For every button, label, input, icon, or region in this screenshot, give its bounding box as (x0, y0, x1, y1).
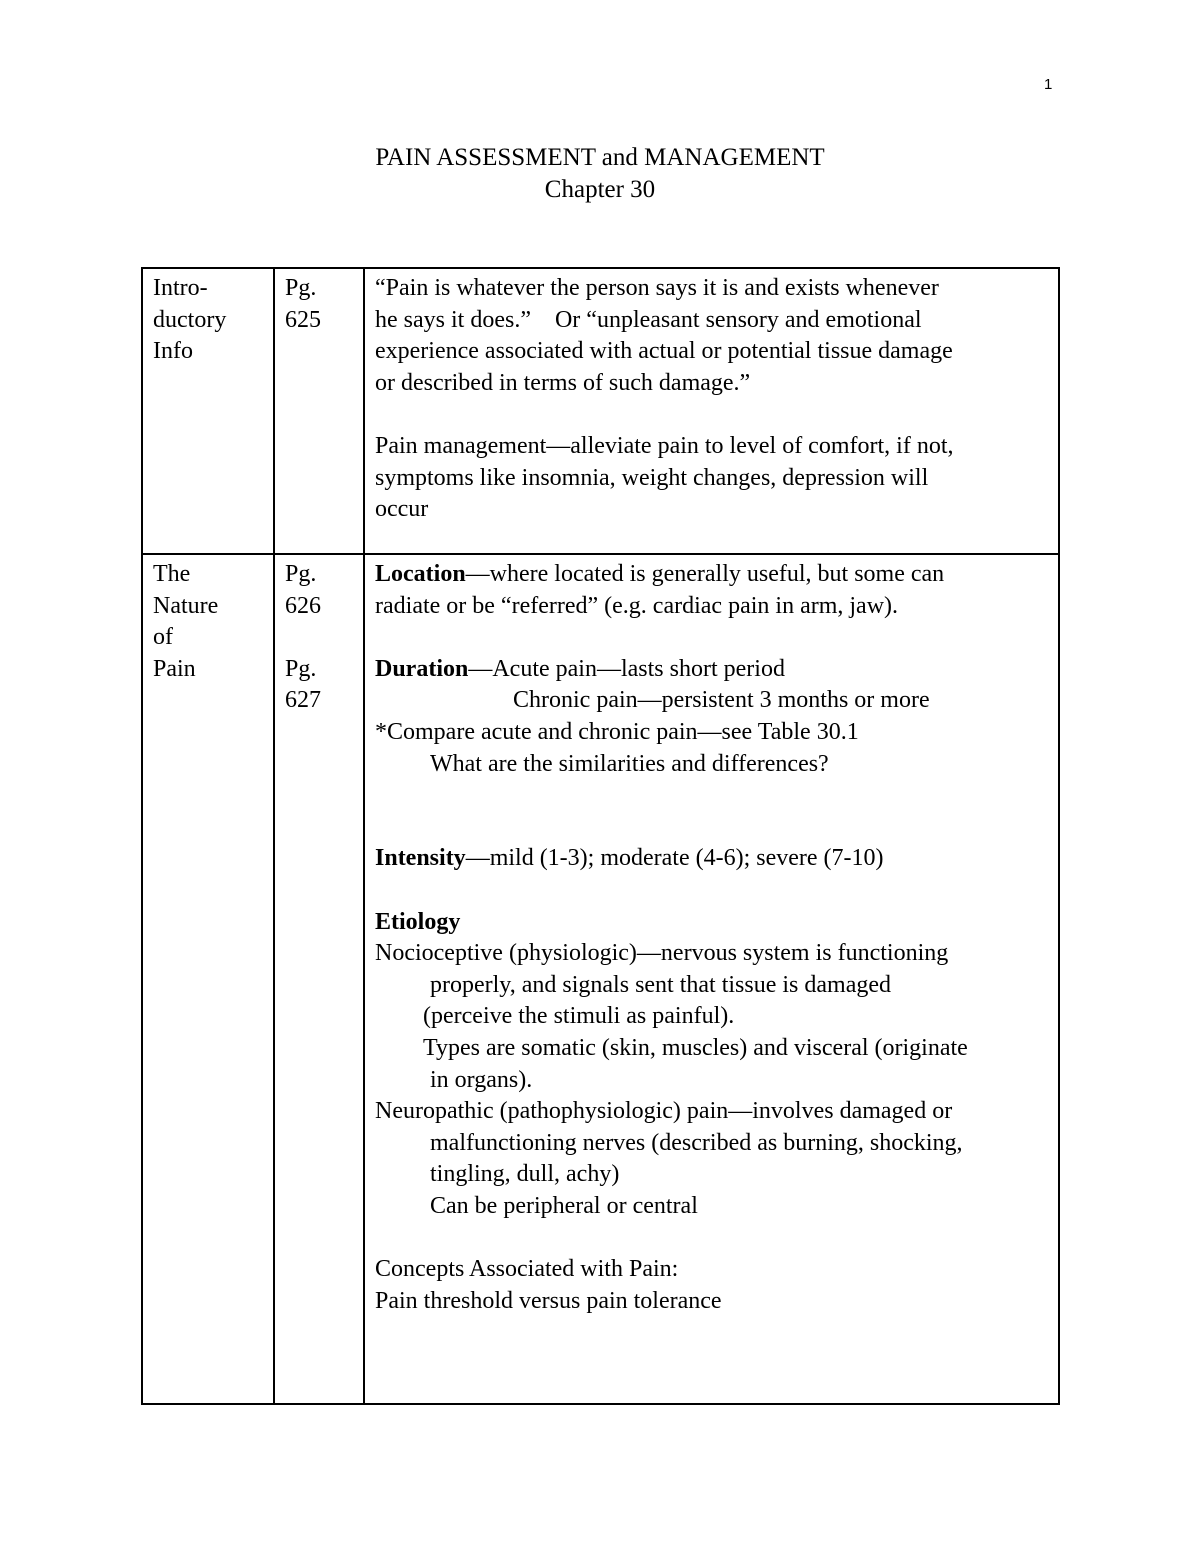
etiology-heading: Etiology (375, 908, 461, 935)
location-text: —where located is generally useful, but some can (465, 561, 945, 587)
duration-heading: Duration (375, 655, 469, 682)
page-ref-line: Pg. (285, 275, 317, 301)
etiology-section (375, 907, 1050, 1223)
definition-quote (375, 273, 1050, 399)
page-number: 1 (1044, 76, 1053, 93)
notes-table (141, 267, 1060, 1405)
location-text: radiate or be “referred” (e.g. cardiac pain in arm, jaw). (375, 592, 899, 619)
management-line: occur (375, 496, 429, 523)
concepts-line: Pain threshold versus pain tolerance (375, 1287, 722, 1314)
page-ref-line: 625 (285, 306, 321, 333)
table-row (142, 554, 1059, 1404)
quote-line: “Pain is whatever the person says it is and exists whenever (375, 275, 939, 301)
location-section (375, 559, 1050, 622)
topic-cell (142, 268, 274, 554)
etiology-line: properly, and signals sent that tissue is damaged (430, 971, 892, 998)
topic-line: Intro- (153, 275, 208, 301)
quote-line: experience associated with actual or potential tissue damage (375, 338, 953, 365)
duration-text: *Compare acute and chronic pain—see Table 30.1 (375, 718, 859, 745)
chapter-line: Chapter 30 (544, 176, 656, 203)
etiology-line: Can be peripheral or central (430, 1192, 698, 1219)
topic-line: of (153, 624, 173, 651)
duration-text: —Acute pain—lasts short period (468, 655, 785, 682)
etiology-line: in organs). (430, 1066, 533, 1093)
page-ref-cell (274, 554, 364, 1404)
intensity-text: —mild (1-3); moderate (4-6); severe (7-10) (465, 845, 884, 872)
page-ref-cell (274, 268, 364, 554)
location-heading: Location (375, 561, 466, 587)
page-ref-line: 627 (285, 687, 321, 714)
management-paragraph (375, 431, 1050, 526)
duration-text: Chronic pain—persistent 3 months or more (513, 687, 930, 714)
topic-line: Info (153, 338, 193, 365)
document-title (0, 142, 1200, 206)
page-ref-line: Pg. (285, 655, 317, 682)
table-row (142, 268, 1059, 554)
quote-line: he says it does.” Or “unpleasant sensory and emotional (375, 306, 922, 333)
title-line: PAIN ASSESSMENT and MANAGEMENT (375, 144, 825, 171)
topic-line: The (153, 561, 191, 587)
concepts-line: Concepts Associated with Pain: (375, 1256, 679, 1283)
intensity-heading: Intensity (375, 845, 466, 872)
duration-section (375, 654, 1050, 780)
intensity-section (375, 843, 1050, 875)
page-ref-line: Pg. (285, 561, 317, 587)
management-line: symptoms like insomnia, weight changes, depression will (375, 464, 929, 491)
topic-cell (142, 554, 274, 1404)
topic-line: ductory (153, 306, 227, 333)
content-cell (364, 554, 1059, 1404)
content-cell (364, 268, 1059, 554)
page-ref-line: 626 (285, 592, 321, 619)
topic-line: Nature (153, 592, 219, 619)
etiology-line: malfunctioning nerves (described as burning, shocking, (430, 1129, 963, 1156)
etiology-line: tingling, dull, achy) (430, 1161, 620, 1188)
etiology-line: Nocioceptive (physiologic)—nervous system is functioning (375, 940, 949, 967)
quote-line: or described in terms of such damage.” (375, 369, 751, 396)
management-line: Pain management—alleviate pain to level of comfort, if not, (375, 432, 954, 459)
etiology-line: (perceive the stimuli as painful). (423, 1003, 735, 1030)
etiology-line: Types are somatic (skin, muscles) and visceral (originate (423, 1034, 968, 1061)
concepts-section (375, 1254, 1050, 1317)
duration-question: What are the similarities and differences? (430, 750, 829, 777)
topic-line: Pain (153, 655, 196, 682)
etiology-line: Neuropathic (pathophysiologic) pain—involves damaged or (375, 1098, 953, 1125)
